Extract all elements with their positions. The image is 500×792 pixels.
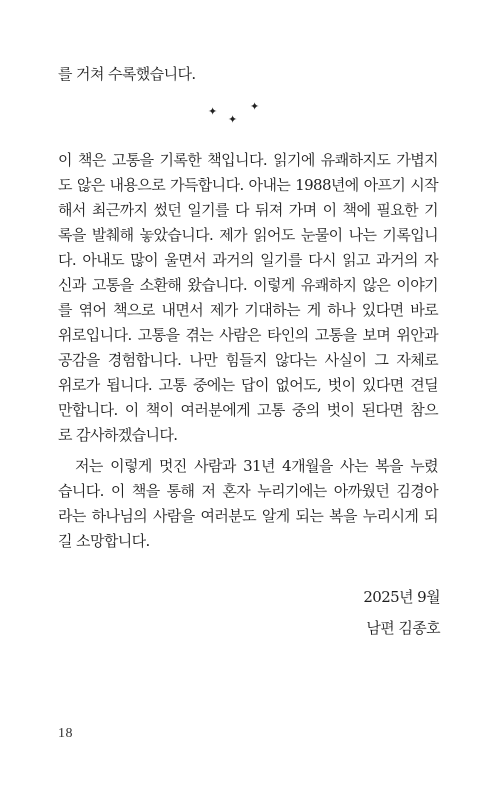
star-icon: ✦ <box>250 100 260 113</box>
paragraph-line: 위로가 됩니다. 고통 중에는 답이 없어도, 벗이 있다면 견딜 <box>58 376 438 394</box>
paragraph-line: 습니다. 이 책을 통해 저 혼자 누리기에는 아까웠던 김경아 <box>58 482 438 500</box>
paragraph-line: 저는 이렇게 멋진 사람과 31년 4개월을 사는 복을 누렸 <box>75 457 438 475</box>
paragraph-line: 다. 아내도 많이 울면서 과거의 일기를 다시 읽고 과거의 자 <box>58 251 438 269</box>
paragraph-line: 로 감사하겠습니다. <box>58 426 178 444</box>
paragraph-line: 신과 고통을 소환해 왔습니다. 이렇게 유쾌하지 않은 이야기 <box>58 276 438 294</box>
section-divider-stars <box>206 100 266 130</box>
paragraph-line: 길 소망합니다. <box>58 532 150 550</box>
paragraph-line: 위로입니다. 고통을 겪는 사람은 타인의 고통을 보며 위안과 <box>58 326 438 344</box>
paragraph-line: 해서 최근까지 썼던 일기를 다 뒤져 가며 이 책에 필요한 기 <box>58 201 438 219</box>
paragraph-line: 라는 하나님의 사람을 여러분도 알게 되는 복을 누리시게 되 <box>58 507 438 525</box>
signature-line: 남편 김종호 <box>366 619 440 637</box>
date-line: 2025년 9월 <box>363 588 440 606</box>
star-icon: ✦ <box>208 105 218 118</box>
opening-line: 를 거쳐 수록했습니다. <box>58 65 196 83</box>
paragraph-line: 도 않은 내용으로 가득합니다. 아내는 1988년에 아프기 시작 <box>58 176 438 194</box>
page-number: 18 <box>58 726 73 741</box>
paragraph-line: 록을 발췌해 놓았습니다. 제가 읽어도 눈물이 나는 기록입니 <box>58 226 438 244</box>
paragraph-line: 를 엮어 책으로 내면서 제가 기대하는 게 하나 있다면 바로 <box>58 301 438 319</box>
star-icon: ✦ <box>228 113 238 126</box>
paragraph-line: 공감을 경험합니다. 나만 힘들지 않다는 사실이 그 자체로 <box>58 351 438 369</box>
paragraph-line: 이 책은 고통을 기록한 책입니다. 읽기에 유쾌하지도 가볍지 <box>58 151 438 169</box>
paragraph-line: 만합니다. 이 책이 여러분에게 고통 중의 벗이 된다면 참으 <box>58 401 438 419</box>
